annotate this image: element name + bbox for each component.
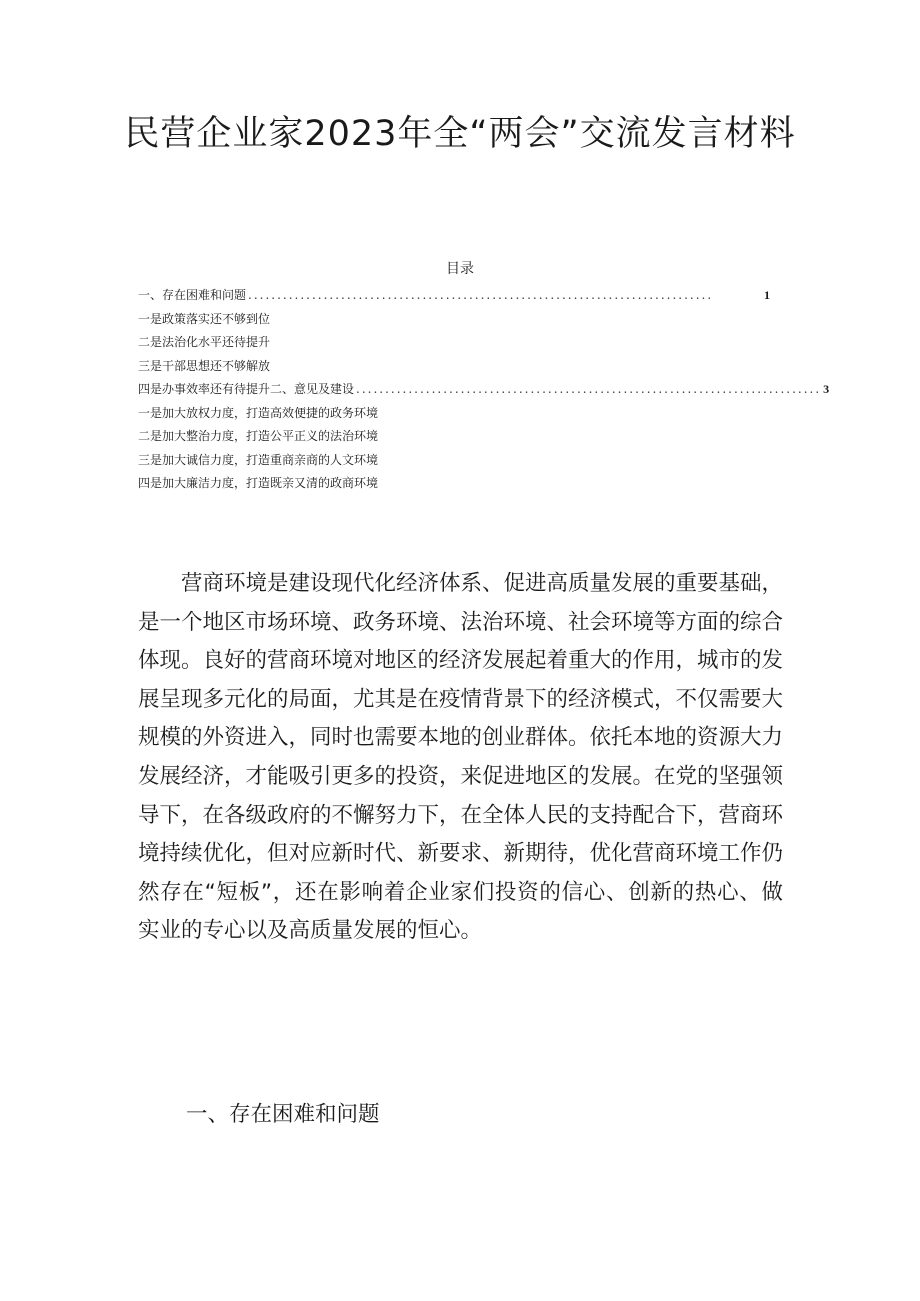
toc-entry[interactable] — [138, 472, 770, 496]
toc-entry-text: 四是加大廉洁力度，打造既亲又清的政商环境 — [138, 476, 379, 490]
toc-leader-dots: ................................................................................ — [356, 382, 822, 396]
toc-entry-text: 一是加大放权力度，打造高效便捷的政务环境 — [138, 405, 379, 420]
document-title: 民营企业家2023年全“两会”交流发言材料 — [124, 114, 796, 154]
toc-entry[interactable] — [138, 425, 770, 449]
toc-entry-text: 一是政策落实还不够到位 — [138, 311, 271, 326]
toc-entry-text: 二是法治化水平还待提升 — [138, 335, 271, 349]
section-heading: 一、存在困难和问题 — [186, 1102, 380, 1127]
toc-entry-text: 三是干部思想还不够解放 — [138, 358, 271, 373]
toc-entry-text: 一、存在困难和问题 — [138, 288, 247, 302]
toc-page-number: 3 — [823, 382, 830, 396]
toc-entry[interactable] — [138, 378, 830, 402]
toc-entry[interactable] — [138, 355, 770, 379]
body-paragraph: 营商环境是建设现代化经济体系、促进高质量发展的重要基础，是一个地区市场环境、政务环境、法治环境、社会环境等方面的综合体现。良好的营商环境对地区的经济发展起着重大的作用，城市的发展呈现多元化的局面，尤其是在疫情背景下的经济模式，不仅需要大规模的外资进入，同时也需要本地的创业群体。依托本地的资源大力发展经济，才能吸引更多的投资，来促进地区的发展。在党的坚强领导下，在各级政府的不懈努力下，在全体人民的支持配合下，营商环境持续优化，但对应新时代、新要求、新期待，优化营商环境工作仍然存在“短板”，还在影响着企业家们投资的信心、创新的热心、做实业的专心以及高质量发展的恒心。 — [138, 571, 784, 944]
toc-entry-text: 四是办事效率还有待提升二、意见及建设 — [138, 382, 355, 396]
table-of-contents — [138, 284, 830, 496]
toc-entry[interactable] — [138, 284, 770, 308]
toc-leader-dots: ................................................................................ — [248, 288, 714, 302]
toc-entry[interactable] — [138, 449, 770, 473]
toc-entry[interactable] — [138, 331, 770, 355]
toc-heading: 目录 — [446, 261, 474, 277]
toc-entry[interactable] — [138, 308, 770, 332]
toc-entry-text: 三是加大诚信力度，打造重商亲商的人文环境 — [138, 452, 379, 467]
toc-entry[interactable] — [138, 402, 770, 426]
toc-entry-text: 二是加大整治力度，打造公平正义的法治环境 — [138, 429, 379, 443]
toc-page-number: 1 — [764, 288, 770, 302]
